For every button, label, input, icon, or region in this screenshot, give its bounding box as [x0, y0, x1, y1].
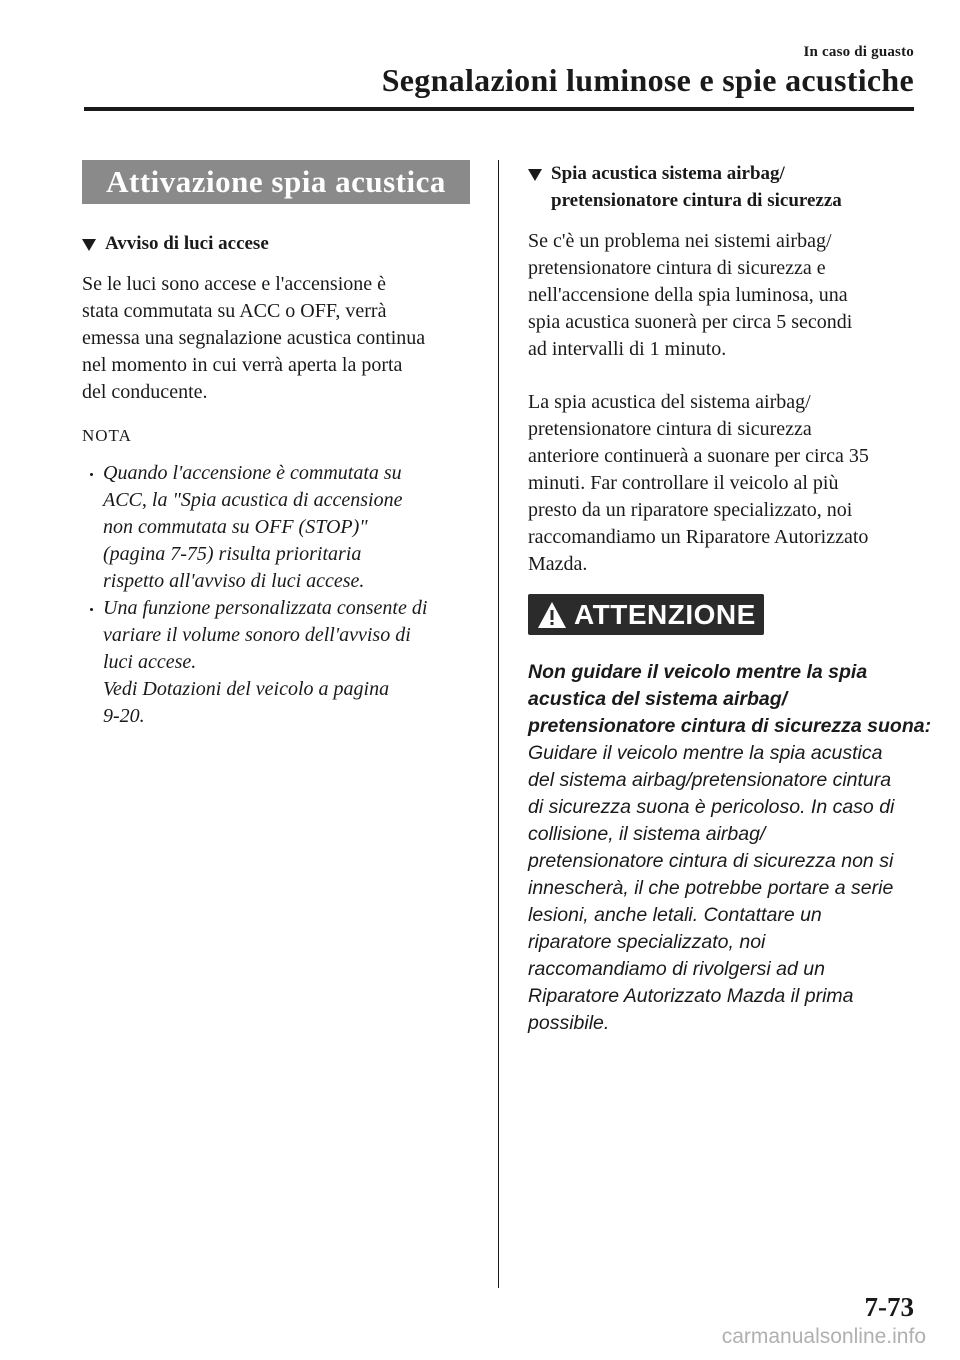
text-line: riparatore specializzato, noi: [528, 931, 766, 953]
text-line: presto da un riparatore specializzato, noi: [528, 499, 853, 521]
text-line: La spia acustica del sistema airbag/: [528, 391, 811, 413]
text-line: del sistema airbag/pretensionatore cintura: [528, 769, 892, 791]
bullet-icon: [90, 608, 93, 611]
column-divider: [498, 160, 499, 1288]
text-line: variare il volume sonoro dell'avviso di: [103, 624, 411, 646]
subsection-heading: [528, 160, 918, 214]
text-line: Se le luci sono accese e l'accensione è: [82, 273, 387, 295]
text-line: 9-20.: [103, 705, 145, 727]
text-line: stata commutata su ACC o OFF, verrà: [82, 300, 387, 322]
page-title: Segnalazioni luminose e spie acustiche: [381, 62, 914, 98]
text-line: spia acustica suonerà per circa 5 secondi: [528, 311, 853, 333]
nota-item: [82, 460, 472, 595]
text-line: non commutata su OFF (STOP)": [103, 516, 368, 538]
nota-list: [82, 460, 472, 730]
nota-item: [82, 595, 472, 730]
text-line: acustica del sistema airbag/: [528, 688, 788, 710]
text-line: Spia acustica sistema airbag/: [551, 163, 785, 184]
text-line: nel momento in cui verrà aperta la porta: [82, 354, 403, 376]
page-number: 7-73: [864, 1292, 914, 1322]
header-rule: [84, 107, 914, 111]
text-line: ACC, la "Spia acustica di accensione: [103, 489, 403, 511]
left-column: [82, 160, 472, 730]
paragraph-luci-accese: [82, 271, 472, 406]
paragraph-airbag-2: [528, 389, 918, 578]
section-title: Attivazione spia acustica: [82, 160, 470, 204]
text-line: luci accese.: [103, 651, 197, 673]
subsection-title: Avviso di luci accese: [105, 233, 269, 254]
warning-label: ATTENZIONE: [574, 598, 756, 630]
watermark: carmanualsonline.info: [721, 1325, 926, 1348]
text-line: Se c'è un problema nei sistemi airbag/: [528, 230, 832, 252]
text-line: possibile.: [528, 1012, 610, 1034]
text-line: anteriore continuerà a suonare per circa 35: [528, 445, 869, 467]
triangle-marker-icon: [82, 239, 96, 251]
text-line: raccomandiamo di rivolgersi ad un: [528, 958, 825, 980]
text-line: raccomandiamo un Riparatore Autorizzato: [528, 526, 869, 548]
text-line: pretensionatore cintura di sicurezza: [551, 190, 842, 211]
text-line: pretensionatore cintura di sicurezza non si: [528, 850, 894, 872]
text-line: collisione, il sistema airbag/: [528, 823, 766, 845]
text-line: lesioni, anche letali. Contattare un: [528, 904, 822, 926]
text-line: ad intervalli di 1 minuto.: [528, 338, 727, 360]
text-line: emessa una segnalazione acustica continua: [82, 327, 426, 349]
text-line: pretensionatore cintura di sicurezza e: [528, 257, 826, 279]
bullet-icon: [90, 473, 93, 476]
text-line: Quando l'accensione è commutata su: [103, 462, 402, 484]
warning-text: [528, 659, 932, 1037]
nota-label: NOTA: [82, 426, 132, 445]
subsection-heading: [82, 230, 472, 257]
text-line: Riparatore Autorizzato Mazda il prima: [528, 985, 854, 1007]
text-line: Non guidare il veicolo mentre la spia: [528, 661, 868, 683]
text-line: pretensionatore cintura di sicurezza: [528, 418, 812, 440]
text-line: rispetto all'avviso di luci accese.: [103, 570, 365, 592]
text-line: del conducente.: [82, 381, 208, 403]
text-line: minuti. Far controllare il veicolo al più: [528, 472, 839, 494]
warning-badge-row: [528, 594, 918, 635]
triangle-marker-icon: [528, 169, 542, 181]
text-line: Vedi Dotazioni del veicolo a pagina: [103, 678, 390, 700]
paragraph-airbag-1: [528, 228, 918, 363]
text-line: innescherà, il che potrebbe portare a serie: [528, 877, 894, 899]
warning-badge: [528, 594, 764, 635]
subsection-title: [551, 160, 842, 214]
text-line: (pagina 7-75) risulta prioritaria: [103, 543, 362, 565]
text-line: pretensionatore cintura di sicurezza suona:: [528, 715, 932, 737]
text-line: nell'accensione della spia luminosa, una: [528, 284, 848, 306]
warning-triangle-icon: [536, 600, 568, 630]
right-column: [528, 160, 932, 1037]
text-line: di sicurezza suona è pericoloso. In caso di: [528, 796, 895, 818]
text-line: Mazda.: [528, 553, 588, 575]
text-line: Guidare il veicolo mentre la spia acustica: [528, 742, 883, 764]
text-line: Una funzione personalizzata consente di: [103, 597, 428, 619]
chapter-label: In caso di guasto: [803, 44, 914, 60]
